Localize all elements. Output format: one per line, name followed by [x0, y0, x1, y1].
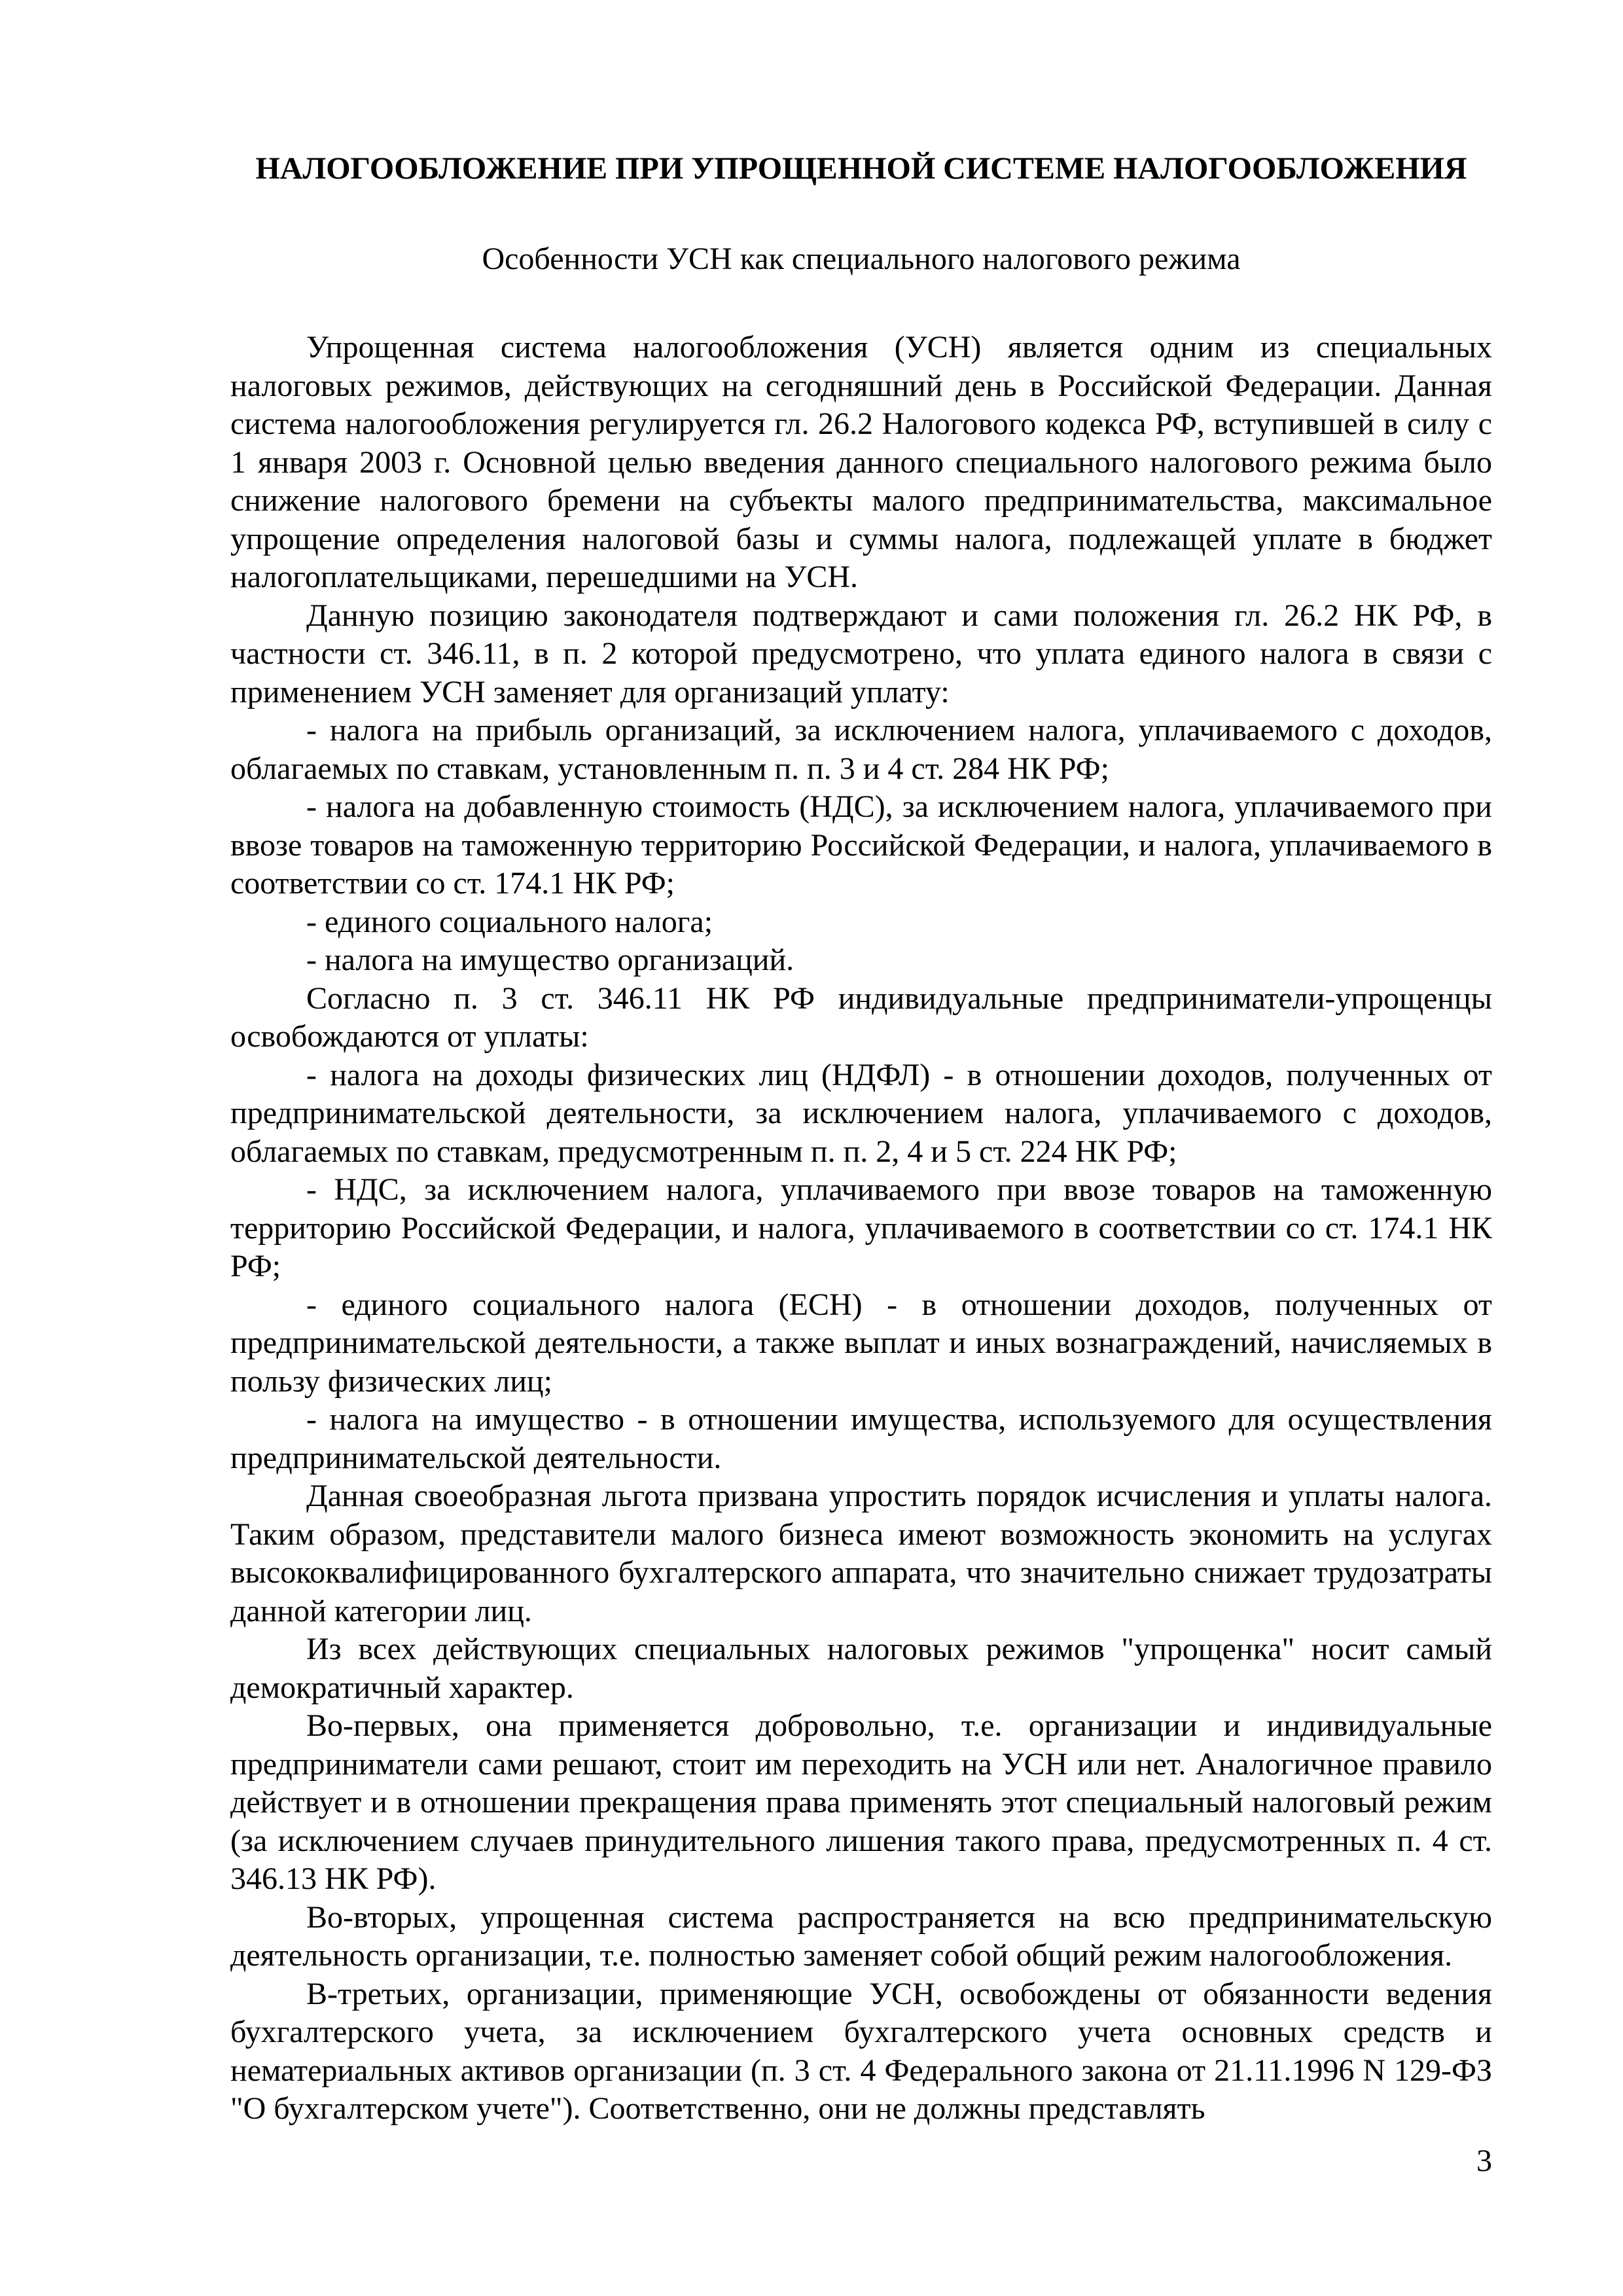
list-item: - налога на прибыль организаций, за исключением налога, уплачиваемого с доходов, облагаемых по ставкам, установленным п. п. 3 и 4 ст. 284 НК РФ;: [230, 713, 1492, 786]
paragraph: Согласно п. 3 ст. 346.11 НК РФ индивидуальные предприниматели-упрощенцы освобождаются от уплаты:: [230, 980, 1492, 1054]
page-number: 3: [1476, 2144, 1492, 2178]
paragraph: В-третьих, организации, применяющие УСН, освобождены от обязанности ведения бухгалтерского учета, за исключением бухгалтерского учета основных средств и нематериальных активов организации (п. 3 ст. 4 Федерального закона от 21.11.1996 N 129-ФЗ "О бухгалтерском учете"). Соответственно, они не должны представлять: [230, 1976, 1492, 2126]
paragraph: Данная своеобразная льгота призвана упростить порядок исчисления и уплаты налога. Таким образом, представители малого бизнеса имеют возможность экономить на услугах высококвалифицированного бухгалтерского аппарата, что значительно снижает трудозатраты данной категории лиц.: [230, 1479, 1492, 1628]
list-item: - налога на доходы физических лиц (НДФЛ) - в отношении доходов, полученных от предпринимательской деятельности, за исключением налога, уплачиваемого с доходов, облагаемых по ставкам, предусмотренным п. п. 2, 4 и 5 ст. 224 НК РФ;: [230, 1057, 1492, 1169]
paragraph: Упрощенная система налогообложения (УСН) является одним из специальных налоговых режимов, действующих на сегодняшний день в Российской Федерации. Данная система налогообложения регулируется гл. 26.2 Налогового кодекса РФ, вступившей в силу с 1 января 2003 г. Основной целью введения данного специального налогового режима было снижение налогового бремени на субъекты малого предпринимательства, максимальное упрощение определения налоговой базы и суммы налога, подлежащей уплате в бюджет налогоплательщиками, перешедшими на УСН.: [230, 330, 1492, 594]
list-item: - единого социального налога (ЕСН) - в отношении доходов, полученных от предпринимательской деятельности, а также выплат и иных вознаграждений, начисляемых в пользу физических лиц;: [230, 1287, 1492, 1399]
list-item: - единого социального налога;: [306, 904, 713, 939]
paragraph: Во-первых, она применяется добровольно, т.е. организации и индивидуальные предприниматели сами решают, стоит им переходить на УСН или нет. Аналогичное правило действует и в отношении прекращения права применять этот специальный налоговый режим (за исключением случаев принудительного лишения такого права, предусмотренных п. 4 ст. 346.13 НК РФ).: [230, 1708, 1492, 1896]
paragraph: Во-вторых, упрощенная система распространяется на всю предпринимательскую деятельность организации, т.е. полностью заменяет собой общий режим налогообложения.: [230, 1899, 1492, 1973]
section-subtitle: Особенности УСН как специального налогового режима: [482, 242, 1241, 276]
list-item: - налога на добавленную стоимость (НДС), за исключением налога, уплачиваемого при ввозе товаров на таможенную территорию Российской Федерации, и налога, уплачиваемого в соответствии со ст. 174.1 НК РФ;: [230, 789, 1492, 901]
document-title: НАЛОГООБЛОЖЕНИЕ ПРИ УПРОЩЕННОЙ СИСТЕМЕ НАЛОГООБЛОЖЕНИЯ: [255, 151, 1467, 186]
paragraph: Из всех действующих специальных налоговых режимов "упрощенка" носит самый демократичный характер.: [230, 1632, 1492, 1705]
paragraph: Данную позицию законодателя подтверждают и сами положения гл. 26.2 НК РФ, в частности ст. 346.11, в п. 2 которой предусмотрено, что уплата единого налога в связи с применением УСН заменяет для организаций уплату:: [230, 598, 1492, 709]
document-page: [230, 148, 1492, 2128]
list-item: - налога на имущество - в отношении имущества, используемого для осуществления предпринимательской деятельности.: [230, 1402, 1492, 1475]
body-text: [230, 329, 1492, 2128]
list-item: - НДС, за исключением налога, уплачиваемого при ввозе товаров на таможенную территорию Российской Федерации, и налога, уплачиваемого в соответствии со ст. 174.1 НК РФ;: [230, 1172, 1492, 1283]
list-item: - налога на имущество организаций.: [306, 942, 794, 977]
